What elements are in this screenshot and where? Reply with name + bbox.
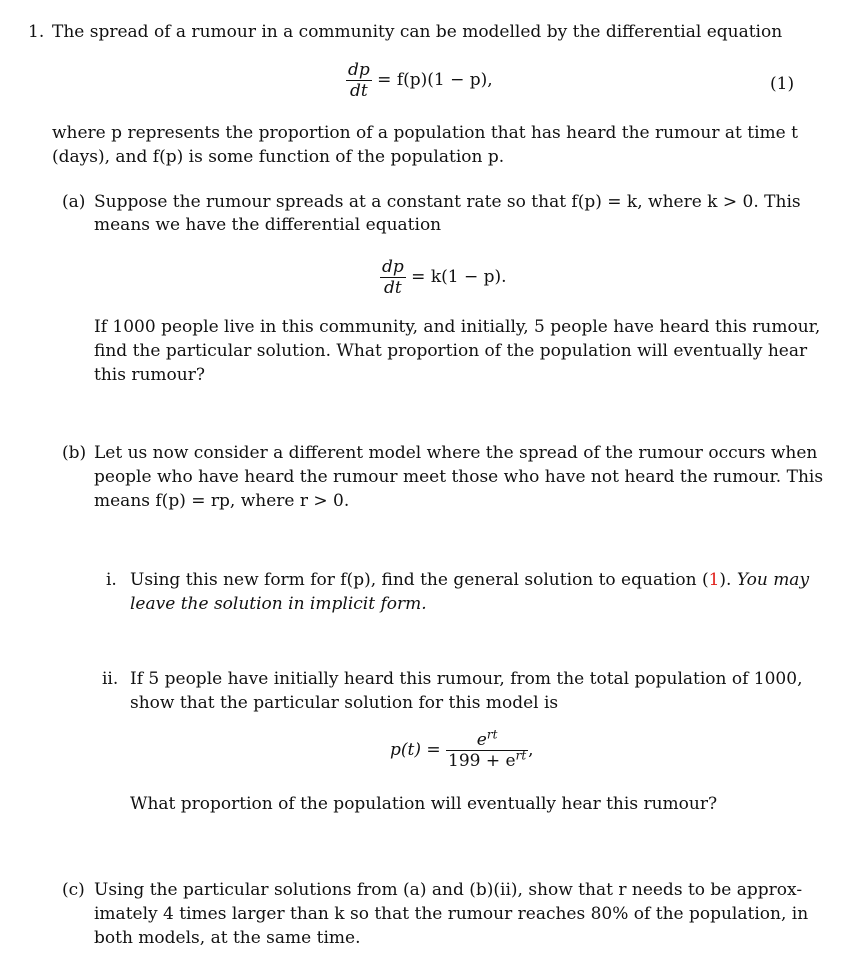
part-b-line-2: people who have heard the rumour meet those who have not heard the rumour. This [94, 467, 824, 487]
equation-reference-link[interactable]: 1 [708, 570, 720, 590]
eq1-numerator: dp [348, 60, 370, 80]
where-line-2: (days), and f(p) is some function of the population p. [52, 147, 505, 167]
eq-b-ii-numerator [446, 727, 528, 750]
eq-b-ii-den-base: 199 + e [448, 751, 516, 771]
where-line-1: where p represents the proportion of a population that has heard the rumour at time t [52, 123, 798, 143]
part-a-question-3: this rumour? [94, 365, 205, 385]
eq-a-fraction [380, 257, 406, 298]
part-c-label: (c) [62, 880, 85, 900]
part-c-line-2: imately 4 times larger than k so that the rumour reaches 80% of the population, in [94, 904, 809, 924]
eq-b-ii-lhs: p(t) = [390, 740, 441, 760]
equation-1 [346, 60, 493, 101]
part-b-line-3: means f(p) = rp, where r > 0. [94, 491, 350, 511]
eq-b-ii-num-exp: rt [486, 727, 498, 742]
part-a-line-2: means we have the differential equation [94, 215, 442, 235]
eq-b-ii-denominator [446, 750, 528, 771]
part-a-question-2: find the particular solution. What proportion of the population will eventually hear [94, 341, 808, 361]
eq-b-ii-num-base: e [476, 730, 487, 750]
part-b-i-line-2: leave the solution in implicit form. [130, 594, 427, 614]
part-b-i-line-1 [130, 568, 809, 592]
part-b-i-text-c: You may [736, 570, 810, 590]
part-b-i-text-a: Using this new form for f(p), find the general solution to equation ( [130, 570, 709, 590]
eq1-denominator: dt [346, 80, 372, 101]
eq1-fraction [346, 60, 372, 101]
part-b-label: (b) [62, 443, 87, 463]
equation-a [380, 257, 507, 298]
part-b-i-text-b: ). [719, 570, 732, 590]
eq-b-ii-tail: , [528, 740, 534, 760]
eq-a-denominator: dt [380, 277, 406, 298]
part-a-line-1: Suppose the rumour spreads at a constant rate so that f(p) = k, where k > 0. This [94, 192, 801, 212]
part-b-ii-line-1: If 5 people have initially heard this rumour, from the total population of 1000, [130, 669, 803, 689]
part-c-line-3: both models, at the same time. [94, 928, 361, 948]
part-a-question-1: If 1000 people live in this community, and initially, 5 people have heard this rumour, [94, 317, 821, 337]
part-b-ii-line-2: show that the particular solution for this model is [130, 693, 559, 713]
eq-b-ii-fraction [446, 727, 528, 771]
part-b-ii-label: ii. [102, 669, 119, 689]
part-b-ii-question: What proportion of the population will eventually hear this rumour? [130, 794, 718, 814]
intro-text: The spread of a rumour in a community can be modelled by the differential equation [52, 22, 783, 42]
equation-b-ii [390, 727, 534, 771]
question-number: 1. [28, 22, 45, 42]
part-c-line-1: Using the particular solutions from (a) and (b)(ii), show that r needs to be approx- [94, 880, 803, 900]
part-b-i-label: i. [106, 570, 117, 590]
part-b-line-1: Let us now consider a different model where the spread of the rumour occurs when [94, 443, 818, 463]
eq-a-numerator: dp [382, 257, 404, 277]
equation-1-label: (1) [770, 74, 795, 94]
eq1-rhs: = f(p)(1 − p), [377, 70, 493, 90]
eq-b-ii-den-exp: rt [515, 748, 527, 763]
part-a-label: (a) [62, 192, 86, 212]
eq-a-rhs: = k(1 − p). [411, 267, 507, 287]
